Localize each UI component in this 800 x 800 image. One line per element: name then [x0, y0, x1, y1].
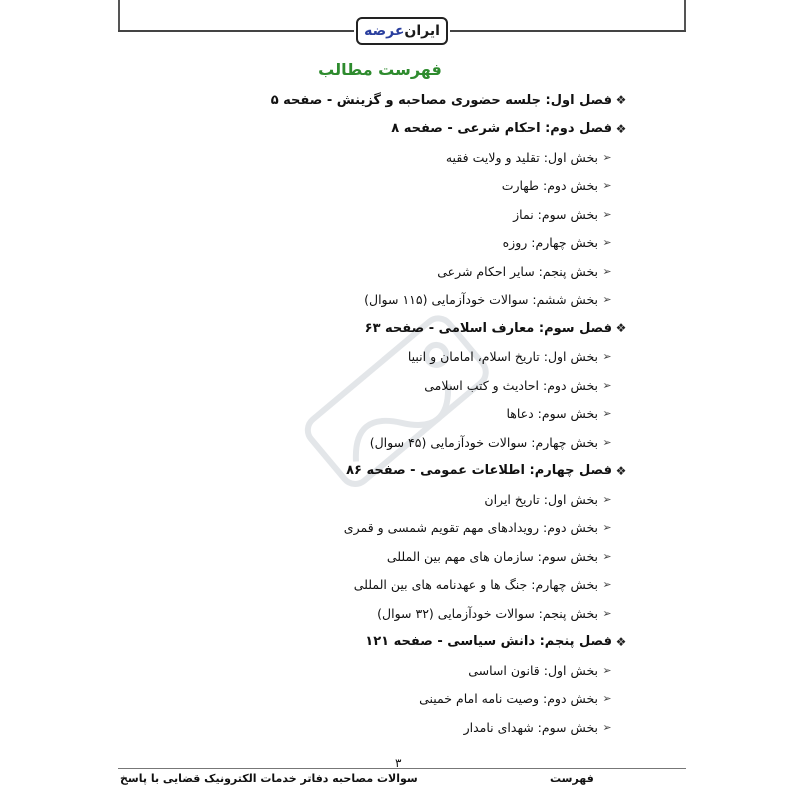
toc-section-row [160, 200, 630, 229]
toc-section-row [160, 286, 630, 315]
toc-section-row [160, 428, 630, 457]
toc-row-label: بخش چهارم: جنگ ها و عهدنامه های بین المللی [353, 577, 598, 593]
arrowhead-bullet-icon: ➢ [602, 293, 612, 307]
toc-title: فهرست مطالب [318, 60, 442, 79]
toc-section-row [160, 343, 630, 372]
arrowhead-bullet-icon: ➢ [602, 350, 612, 364]
arrowhead-bullet-icon: ➢ [602, 179, 612, 193]
arrowhead-bullet-icon: ➢ [602, 663, 612, 677]
table-of-contents [160, 86, 630, 742]
toc-row-label: بخش پنجم: سوالات خودآزمایی (۳۲ سوال) [377, 605, 598, 621]
logo-text-accent: عرضه [364, 23, 405, 39]
arrowhead-bullet-icon: ➢ [602, 521, 612, 535]
footer-rule [118, 768, 686, 769]
four-diamond-bullet-icon: ❖ [615, 463, 627, 478]
brand-logo [356, 17, 448, 45]
frame-right-line [684, 0, 686, 30]
arrowhead-bullet-icon: ➢ [602, 378, 612, 392]
toc-row-label: فصل دوم: احکام شرعی - صفحه ۸ [391, 121, 612, 137]
logo-text-main: ایران [404, 23, 440, 39]
toc-row-label: بخش دوم: احادیث و کتب اسلامی [424, 377, 598, 393]
toc-section-row [160, 571, 630, 600]
toc-section-row [160, 542, 630, 571]
toc-section-row [160, 229, 630, 258]
toc-section-row [160, 400, 630, 429]
toc-row-label: فصل اول: جلسه حضوری مصاحبه و گزینش - صفحه ۵ [270, 92, 612, 108]
four-diamond-bullet-icon: ❖ [615, 321, 627, 336]
arrowhead-bullet-icon: ➢ [602, 236, 612, 250]
toc-chapter-row [160, 86, 630, 115]
arrowhead-bullet-icon: ➢ [602, 150, 612, 164]
arrowhead-bullet-icon: ➢ [602, 492, 612, 506]
four-diamond-bullet-icon: ❖ [615, 634, 627, 649]
toc-section-row [160, 514, 630, 543]
footer-book-title: سوالات مصاحبه دفاتر خدمات الکترونیک قضایی با پاسخ [120, 772, 418, 785]
toc-chapter-row [160, 628, 630, 657]
footer-section-name: فهرست [550, 772, 594, 785]
toc-row-label: بخش سوم: نماز [513, 206, 598, 222]
toc-row-label: بخش دوم: طهارت [501, 178, 598, 194]
toc-row-label: بخش چهارم: سوالات خودآزمایی (۴۵ سوال) [369, 434, 598, 450]
page-number: ۳ [395, 756, 402, 770]
arrowhead-bullet-icon: ➢ [602, 407, 612, 421]
arrowhead-bullet-icon: ➢ [602, 606, 612, 620]
toc-section-row [160, 257, 630, 286]
toc-section-row [160, 599, 630, 628]
toc-row-label: بخش اول: تقلید و ولایت فقیه [445, 149, 598, 165]
toc-row-label: بخش پنجم: سایر احکام شرعی [437, 263, 598, 279]
toc-section-row [160, 713, 630, 742]
toc-section-row [160, 685, 630, 714]
arrowhead-bullet-icon: ➢ [602, 720, 612, 734]
toc-row-label: بخش دوم: رویدادهای مهم تقویم شمسی و قمری [343, 520, 598, 536]
toc-chapter-row [160, 115, 630, 144]
toc-row-label: بخش سوم: سازمان های مهم بین المللی [386, 548, 598, 564]
toc-row-label: بخش دوم: وصیت نامه امام خمینی [419, 691, 598, 707]
arrowhead-bullet-icon: ➢ [602, 264, 612, 278]
header-rule-right [450, 30, 686, 32]
toc-row-label: بخش چهارم: روزه [502, 235, 598, 251]
toc-row-label: بخش اول: قانون اساسی [468, 662, 598, 678]
toc-row-label: فصل پنجم: دانش سیاسی - صفحه ۱۲۱ [365, 634, 612, 650]
toc-row-label: فصل چهارم: اطلاعات عمومی - صفحه ۸۶ [346, 463, 612, 479]
header-rule-left [118, 30, 354, 32]
four-diamond-bullet-icon: ❖ [615, 93, 627, 108]
toc-row-label: بخش سوم: دعاها [506, 406, 598, 422]
toc-chapter-row [160, 314, 630, 343]
arrowhead-bullet-icon: ➢ [602, 549, 612, 563]
arrowhead-bullet-icon: ➢ [602, 578, 612, 592]
arrowhead-bullet-icon: ➢ [602, 207, 612, 221]
toc-row-label: بخش سوم: شهدای نامدار [463, 719, 598, 735]
arrowhead-bullet-icon: ➢ [602, 435, 612, 449]
toc-section-row [160, 371, 630, 400]
toc-chapter-row [160, 457, 630, 486]
toc-row-label: بخش اول: تاریخ ایران [484, 491, 598, 507]
toc-row-label: بخش اول: تاریخ اسلام، امامان و انبیا [407, 349, 598, 365]
arrowhead-bullet-icon: ➢ [602, 692, 612, 706]
toc-row-label: فصل سوم: معارف اسلامی - صفحه ۶۳ [364, 320, 612, 336]
frame-left-line [118, 0, 120, 30]
toc-section-row [160, 485, 630, 514]
toc-section-row [160, 656, 630, 685]
toc-section-row [160, 143, 630, 172]
toc-section-row [160, 172, 630, 201]
toc-row-label: بخش ششم: سوالات خودآزمایی (۱۱۵ سوال) [364, 292, 598, 308]
four-diamond-bullet-icon: ❖ [615, 121, 627, 136]
